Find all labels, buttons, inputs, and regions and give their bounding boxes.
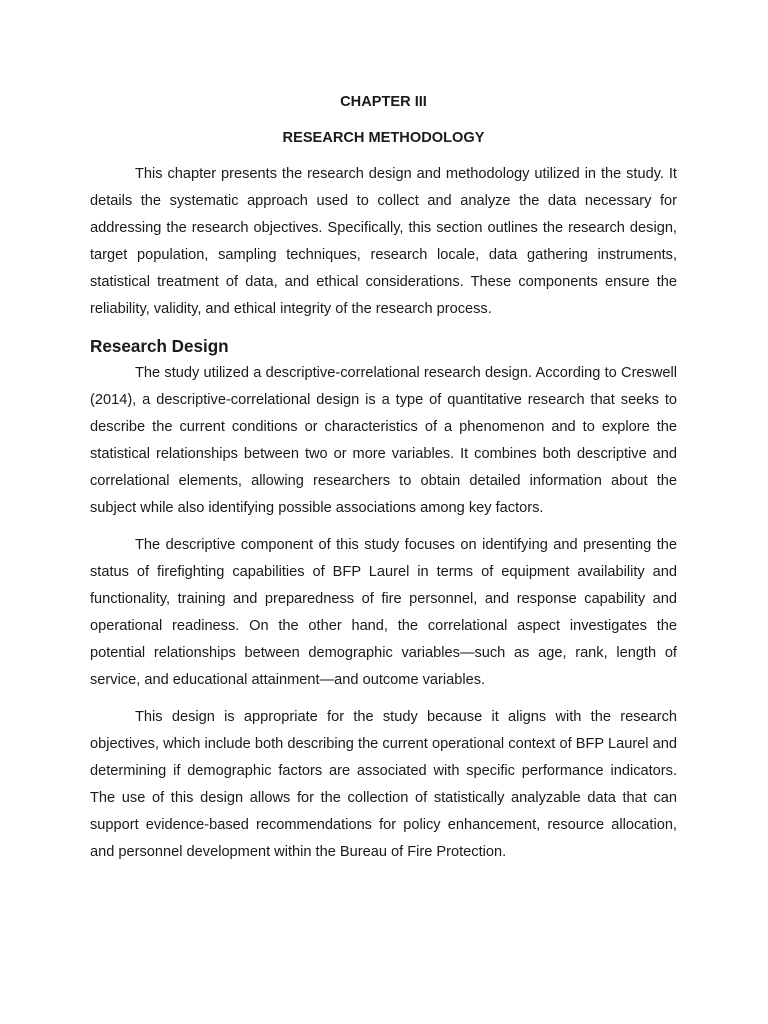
body-paragraph: This design is appropriate for the study because it aligns with the research objectives, which include both describing the current operational context of BFP Laurel and determining if demographic factors are associated with specific performance indicators. The use of this design allows for the collection of statistically analyzable data that can support evidence-based recommendations for policy enhancement, resource allocation, and personnel development within the Bureau of Fire Protection.: [90, 709, 677, 860]
chapter-title: RESEARCH METHODOLOGY: [282, 130, 485, 146]
intro-paragraph: This chapter presents the research design and methodology utilized in the study. It details the systematic approach used to collect and analyze the data necessary for addressing the research objectives. Specifically, this section outlines the research design, target population, sampling techniques, research locale, data gathering instruments, statistical treatment of data, and ethical considerations. These components ensure the reliability, validity, and ethical integrity of the research process.: [90, 166, 677, 317]
section-heading-research-design: Research Design: [90, 337, 229, 356]
chapter-label: CHAPTER III: [340, 94, 427, 110]
document-content: [90, 92, 677, 866]
body-paragraph: The study utilized a descriptive-correlational research design. According to Creswell (2014), a descriptive-correlational design is a type of quantitative research that seeks to describe the current conditions or characteristics of a phenomenon and to explore the statistical relationships between two or more variables. It combines both descriptive and correlational elements, allowing researchers to obtain detailed information about the subject while also identifying possible associations among key factors.: [90, 365, 677, 516]
body-paragraph: The descriptive component of this study focuses on identifying and presenting the status of firefighting capabilities of BFP Laurel in terms of equipment availability and functionality, training and preparedness of fire personnel, and response capability and operational readiness. On the other hand, the correlational aspect investigates the potential relationships between demographic variables—such as age, rank, length of service, and educational attainment—and outcome variables.: [90, 537, 677, 688]
